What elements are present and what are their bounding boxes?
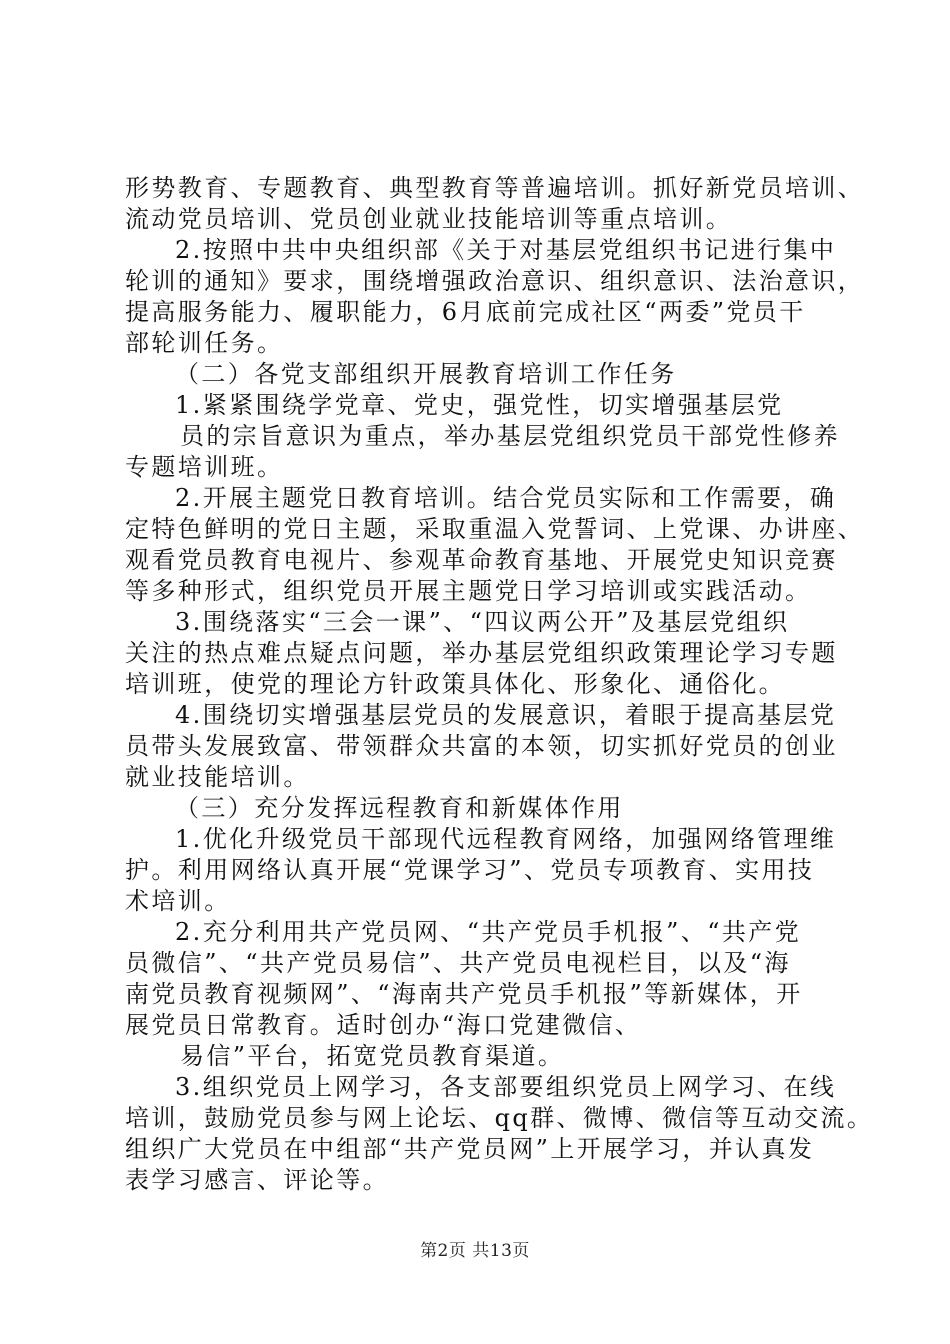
body-line-32: 组织广大党员在中组部“共产党员网”上开展学习，并认真发 (125, 1135, 815, 1163)
body-line-4: 轮训的通知》要求，围绕增强政治意识、组织意识、法治意识， (125, 267, 865, 295)
body-line-6: 部轮训任务。 (125, 329, 284, 357)
body-line-1: 形势教育、专题教育、典型教育等普遍培训。抓好新党员培训、 (125, 174, 865, 202)
body-line-15: 3.围绕落实“三会一课”、“四议两公开”及基层党组织 (175, 608, 790, 636)
body-line-27: 南党员教育视频网”、“海南共产党员手机报”等新媒体，开 (125, 980, 803, 1008)
body-line-18: 4.围绕切实增强基层党员的发展意识，着眼于提高基层党 (175, 701, 837, 729)
body-line-24: 术培训。 (125, 887, 231, 915)
body-line-10: 专题培训班。 (125, 453, 284, 481)
body-line-11: 2.开展主题党日教育培训。结合党员实际和工作需要，确 (175, 484, 837, 512)
body-line-2: 流动党员培训、党员创业就业技能培训等重点培训。 (125, 205, 733, 233)
body-line-33: 表学习感言、评论等。 (125, 1166, 389, 1194)
body-line-17: 培训班，使党的理论方针政策具体化、形象化、通俗化。 (125, 670, 785, 698)
body-line-28: 展党员日常教育。适时创办“海口党建微信、 (125, 1011, 642, 1039)
section-heading-3: （三）充分发挥远程教育和新媒体作用 (175, 794, 624, 822)
body-line-5: 提高服务能力、履职能力，6月底前完成社区“两委”党员干 (125, 298, 806, 326)
body-line-12: 定特色鲜明的党日主题，采取重温入党誓词、上党课、办讲座、 (125, 515, 865, 543)
body-line-29: 易信”平台，拓宽党员教育渠道。 (180, 1042, 565, 1070)
body-line-25: 2.充分利用共产党员网、“共产党员手机报”、“共产党 (175, 918, 802, 946)
section-heading-2: （二）各党支部组织开展教育培训工作任务 (175, 360, 677, 388)
page-number-footer: 第2页 共13页 (420, 1241, 530, 1261)
body-line-13: 观看党员教育电视片、参观革命教育基地、开展党史知识竞赛 (125, 546, 838, 574)
body-line-9: 员的宗旨意识为重点，举办基层党组织党员干部党性修养 (180, 422, 840, 450)
body-line-22: 1.优化升级党员干部现代远程教育网络，加强网络管理维 (175, 825, 837, 853)
body-line-23: 护。利用网络认真开展“党课学习”、党员专项教育、实用技 (125, 856, 815, 884)
body-line-3: 2.按照中共中央组织部《关于对基层党组织书记进行集中 (175, 236, 837, 264)
body-line-19: 员带头发展致富、带领群众共富的本领，切实抓好党员的创业 (125, 732, 838, 760)
body-line-20: 就业技能培训。 (125, 763, 310, 791)
body-line-8: 1.紧紧围绕学党章、党史，强党性，切实增强基层党 (175, 391, 784, 419)
body-line-30: 3.组织党员上网学习，各支部要组织党员上网学习、在线 (175, 1073, 837, 1101)
body-line-16: 关注的热点难点疑点问题，举办基层党组织政策理论学习专题 (125, 639, 838, 667)
body-line-14: 等多种形式，组织党员开展主题党日学习培训或实践活动。 (125, 577, 812, 605)
body-line-31: 培训，鼓励党员参与网上论坛、qq群、微博、微信等互动交流。 (125, 1104, 874, 1132)
body-line-26: 员微信”、“共产党员易信”、共产党员电视栏目，以及“海 (125, 949, 791, 977)
